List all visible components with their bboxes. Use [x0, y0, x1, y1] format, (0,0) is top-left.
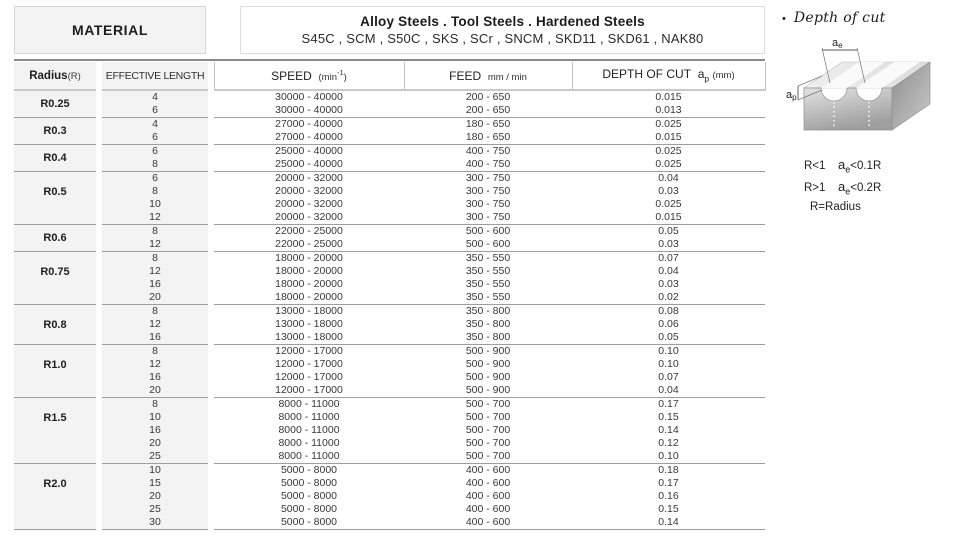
- depth-value: 0.025: [572, 198, 765, 211]
- speed-value: 18000 - 20000: [214, 265, 404, 278]
- spec-row: [14, 118, 765, 132]
- radius-label: R0.75: [14, 252, 96, 305]
- depth-value: 0.03: [572, 238, 765, 252]
- depth-value: 0.10: [572, 450, 765, 464]
- radius-label: R0.6: [14, 225, 96, 252]
- depth-value: 0.015: [572, 211, 765, 225]
- effective-length-value: 25: [102, 450, 208, 464]
- feed-value: 200 - 650: [404, 90, 572, 104]
- speed-value: 5000 - 8000: [214, 477, 404, 490]
- header-gap: [206, 6, 240, 54]
- effective-length-value: 20: [102, 437, 208, 450]
- depth-value: 0.05: [572, 225, 765, 239]
- speed-value: 22000 - 25000: [214, 238, 404, 252]
- speed-value: 22000 - 25000: [214, 225, 404, 239]
- speed-value: 13000 - 18000: [214, 318, 404, 331]
- depth-value: 0.16: [572, 490, 765, 503]
- effective-length-value: 16: [102, 278, 208, 291]
- effective-length-value: 10: [102, 411, 208, 424]
- spec-row: [14, 291, 765, 305]
- radius-label: R2.0: [14, 464, 96, 530]
- radius-column-header: Radius(R): [14, 62, 96, 90]
- effective-length-value: 12: [102, 265, 208, 278]
- feed-value: 500 - 600: [404, 238, 572, 252]
- feed-value: 300 - 750: [404, 172, 572, 186]
- depth-value: 0.02: [572, 291, 765, 305]
- depth-value: 0.10: [572, 345, 765, 359]
- feed-value: 500 - 700: [404, 398, 572, 412]
- effective-length-value: 8: [102, 158, 208, 172]
- depth-value: 0.10: [572, 358, 765, 371]
- depth-value: 0.12: [572, 437, 765, 450]
- effective-length-value: 12: [102, 358, 208, 371]
- speed-value: 8000 - 11000: [214, 450, 404, 464]
- spec-row: [14, 318, 765, 331]
- effective-length-value: 12: [102, 318, 208, 331]
- speed-value: 18000 - 20000: [214, 252, 404, 266]
- material-value-cell: [240, 6, 765, 54]
- speed-value: 27000 - 40000: [214, 131, 404, 145]
- effective-length-value: 15: [102, 477, 208, 490]
- depth-value: 0.03: [572, 278, 765, 291]
- material-grades: S45C , SCM , S50C , SKS , SCr , SNCM , SKD11 , SKD61 , NAK80: [301, 31, 704, 46]
- spec-row: [14, 185, 765, 198]
- feed-value: 300 - 750: [404, 185, 572, 198]
- depth-value: 0.04: [572, 265, 765, 278]
- effective-length-value: 8: [102, 185, 208, 198]
- spec-row: [14, 384, 765, 398]
- feed-value: 350 - 550: [404, 278, 572, 291]
- cutting-conditions-table-block: [14, 6, 765, 530]
- feed-value: 350 - 550: [404, 265, 572, 278]
- spec-row: [14, 371, 765, 384]
- spec-row: [14, 477, 765, 490]
- feed-value: 300 - 750: [404, 211, 572, 225]
- radius-label: R0.4: [14, 145, 96, 172]
- speed-value: 12000 - 17000: [214, 371, 404, 384]
- effective-length-value: 20: [102, 384, 208, 398]
- speed-value: 18000 - 20000: [214, 291, 404, 305]
- feed-value: 400 - 600: [404, 516, 572, 530]
- effective-length-value: 10: [102, 198, 208, 211]
- effective-length-value: 16: [102, 424, 208, 437]
- spec-row: [14, 345, 765, 359]
- feed-value: 350 - 800: [404, 305, 572, 319]
- depth-of-cut-notes: [804, 155, 954, 199]
- material-label: MATERIAL: [71, 22, 149, 38]
- feed-value: 500 - 900: [404, 384, 572, 398]
- table-top-header: [14, 6, 765, 54]
- effective-length-value: 8: [102, 345, 208, 359]
- speed-value: 27000 - 40000: [214, 118, 404, 132]
- depth-value: 0.05: [572, 331, 765, 345]
- effective-length-value: 6: [102, 104, 208, 118]
- feed-value: 500 - 700: [404, 437, 572, 450]
- depth-value: 0.14: [572, 516, 765, 530]
- depth-value: 0.18: [572, 464, 765, 478]
- speed-value: 12000 - 17000: [214, 358, 404, 371]
- depth-value: 0.14: [572, 424, 765, 437]
- speed-value: 25000 - 40000: [214, 145, 404, 159]
- spec-row: [14, 503, 765, 516]
- feed-value: 500 - 700: [404, 411, 572, 424]
- spec-row: [14, 104, 765, 118]
- depth-value: 0.07: [572, 371, 765, 384]
- speed-value: 5000 - 8000: [214, 464, 404, 478]
- spec-row: [14, 305, 765, 319]
- spec-row: [14, 172, 765, 186]
- spec-row: [14, 450, 765, 464]
- ae-label: ae: [832, 37, 843, 50]
- spec-row: [14, 411, 765, 424]
- speed-value: 20000 - 32000: [214, 198, 404, 211]
- spec-table: [14, 62, 766, 530]
- spec-row: [14, 424, 765, 437]
- spec-row: [14, 490, 765, 503]
- effective-length-value: 8: [102, 398, 208, 412]
- feed-value: 500 - 900: [404, 371, 572, 384]
- radius-label: R0.8: [14, 305, 96, 345]
- effective-length-value: 8: [102, 305, 208, 319]
- speed-value: 5000 - 8000: [214, 490, 404, 503]
- depth-value: 0.04: [572, 172, 765, 186]
- feed-value: 400 - 750: [404, 158, 572, 172]
- radius-label: R1.5: [14, 398, 96, 464]
- spec-row: [14, 516, 765, 530]
- speed-column-header: SPEED $(\min^{-1})$: [214, 62, 404, 90]
- feed-value: 400 - 600: [404, 464, 572, 478]
- depth-value: 0.15: [572, 411, 765, 424]
- machined-block-illustration: [786, 36, 944, 140]
- spec-row: [14, 437, 765, 450]
- effective-length-value: 12: [102, 211, 208, 225]
- panel-title-text: Depth of cut: [793, 10, 886, 26]
- speed-value: 5000 - 8000: [214, 516, 404, 530]
- feed-value: 350 - 800: [404, 318, 572, 331]
- feed-value: 400 - 600: [404, 477, 572, 490]
- material-header-cell: [14, 6, 206, 54]
- effective-length-value: 25: [102, 503, 208, 516]
- effective-length-value: 8: [102, 252, 208, 266]
- spec-row: [14, 90, 765, 104]
- depth-value: 0.17: [572, 398, 765, 412]
- speed-value: 13000 - 18000: [214, 331, 404, 345]
- speed-value: 8000 - 11000: [214, 398, 404, 412]
- spec-row: [14, 398, 765, 412]
- speed-value: 13000 - 18000: [214, 305, 404, 319]
- depth-value: 0.06: [572, 318, 765, 331]
- speed-value: 8000 - 11000: [214, 424, 404, 437]
- header-divider-rule: [14, 59, 765, 61]
- feed-value: 300 - 750: [404, 198, 572, 211]
- depth-of-cut-diagram: [786, 36, 954, 145]
- spec-row: [14, 464, 765, 478]
- speed-value: 25000 - 40000: [214, 158, 404, 172]
- feed-value: 350 - 550: [404, 252, 572, 266]
- feed-value: 500 - 600: [404, 225, 572, 239]
- effective-length-value: 6: [102, 145, 208, 159]
- radius-label: R0.3: [14, 118, 96, 145]
- speed-value: 8000 - 11000: [214, 437, 404, 450]
- feed-value: 500 - 700: [404, 450, 572, 464]
- effective-length-value: 20: [102, 490, 208, 503]
- depth-value: 0.04: [572, 384, 765, 398]
- radius-label: R0.25: [14, 90, 96, 118]
- radius-label: R0.5: [14, 172, 96, 225]
- depth-value: 0.013: [572, 104, 765, 118]
- speed-value: 20000 - 32000: [214, 185, 404, 198]
- feed-value: 400 - 600: [404, 490, 572, 503]
- depth-value: 0.07: [572, 252, 765, 266]
- speed-value: 30000 - 40000: [214, 104, 404, 118]
- panel-title: [782, 10, 954, 26]
- spec-row: [14, 225, 765, 239]
- spec-row: [14, 265, 765, 278]
- speed-value: 12000 - 17000: [214, 345, 404, 359]
- depth-value: 0.15: [572, 503, 765, 516]
- speed-value: 8000 - 11000: [214, 411, 404, 424]
- depth-value: 0.025: [572, 158, 765, 172]
- feed-value: 500 - 900: [404, 358, 572, 371]
- effective-length-value: 16: [102, 331, 208, 345]
- depth-value: 0.03: [572, 185, 765, 198]
- spec-table-body: [14, 90, 765, 530]
- depth-value: 0.015: [572, 90, 765, 104]
- depth-of-cut-panel: [782, 10, 954, 213]
- speed-value: 20000 - 32000: [214, 172, 404, 186]
- spec-row: [14, 278, 765, 291]
- speed-value: 18000 - 20000: [214, 278, 404, 291]
- radius-legend: R=Radius: [810, 201, 861, 213]
- ap-label: ap: [786, 89, 797, 102]
- bullet-icon: •: [782, 13, 786, 25]
- spec-row: [14, 158, 765, 172]
- speed-value: 20000 - 32000: [214, 211, 404, 225]
- radius-label: R1.0: [14, 345, 96, 398]
- speed-value: 30000 - 40000: [214, 90, 404, 104]
- spec-row: [14, 211, 765, 225]
- effective-length-value: 6: [102, 131, 208, 145]
- column-header-row: [14, 62, 765, 90]
- feed-column-header: FEED mm / min: [404, 62, 572, 90]
- depth-value: 0.08: [572, 305, 765, 319]
- spec-row: [14, 331, 765, 345]
- feed-value: 180 - 650: [404, 131, 572, 145]
- spec-row: [14, 131, 765, 145]
- effective-length-value: 16: [102, 371, 208, 384]
- spec-row: [14, 252, 765, 266]
- depth-value: 0.025: [572, 118, 765, 132]
- note-r-greater-1: R>1 $a_e$ <0.2R: [804, 179, 882, 197]
- material-categories: Alloy Steels . Tool Steels . Hardened Steels: [360, 14, 645, 29]
- depth-of-cut-column-header: DEPTH OF CUT $a_p$ (mm): [572, 62, 765, 90]
- feed-value: 400 - 600: [404, 503, 572, 516]
- speed-value: 5000 - 8000: [214, 503, 404, 516]
- depth-value: 0.015: [572, 131, 765, 145]
- feed-value: 400 - 750: [404, 145, 572, 159]
- effective-length-column-header: EFFECTIVE LENGTH: [102, 62, 208, 90]
- effective-length-value: 10: [102, 464, 208, 478]
- spec-row: [14, 198, 765, 211]
- depth-value: 0.025: [572, 145, 765, 159]
- speed-value: 12000 - 17000: [214, 384, 404, 398]
- feed-value: 350 - 550: [404, 291, 572, 305]
- feed-value: 180 - 650: [404, 118, 572, 132]
- note-r-less-1: R<1 $a_e$ <0.1R: [804, 157, 882, 175]
- feed-value: 500 - 900: [404, 345, 572, 359]
- effective-length-value: 4: [102, 118, 208, 132]
- spec-row: [14, 145, 765, 159]
- effective-length-value: 6: [102, 172, 208, 186]
- effective-length-value: 12: [102, 238, 208, 252]
- feed-value: 500 - 700: [404, 424, 572, 437]
- effective-length-value: 20: [102, 291, 208, 305]
- feed-value: 200 - 650: [404, 104, 572, 118]
- spec-row: [14, 238, 765, 252]
- depth-value: 0.17: [572, 477, 765, 490]
- feed-value: 350 - 800: [404, 331, 572, 345]
- effective-length-value: 4: [102, 90, 208, 104]
- effective-length-value: 30: [102, 516, 208, 530]
- spec-row: [14, 358, 765, 371]
- effective-length-value: 8: [102, 225, 208, 239]
- block-front-face: [804, 88, 892, 130]
